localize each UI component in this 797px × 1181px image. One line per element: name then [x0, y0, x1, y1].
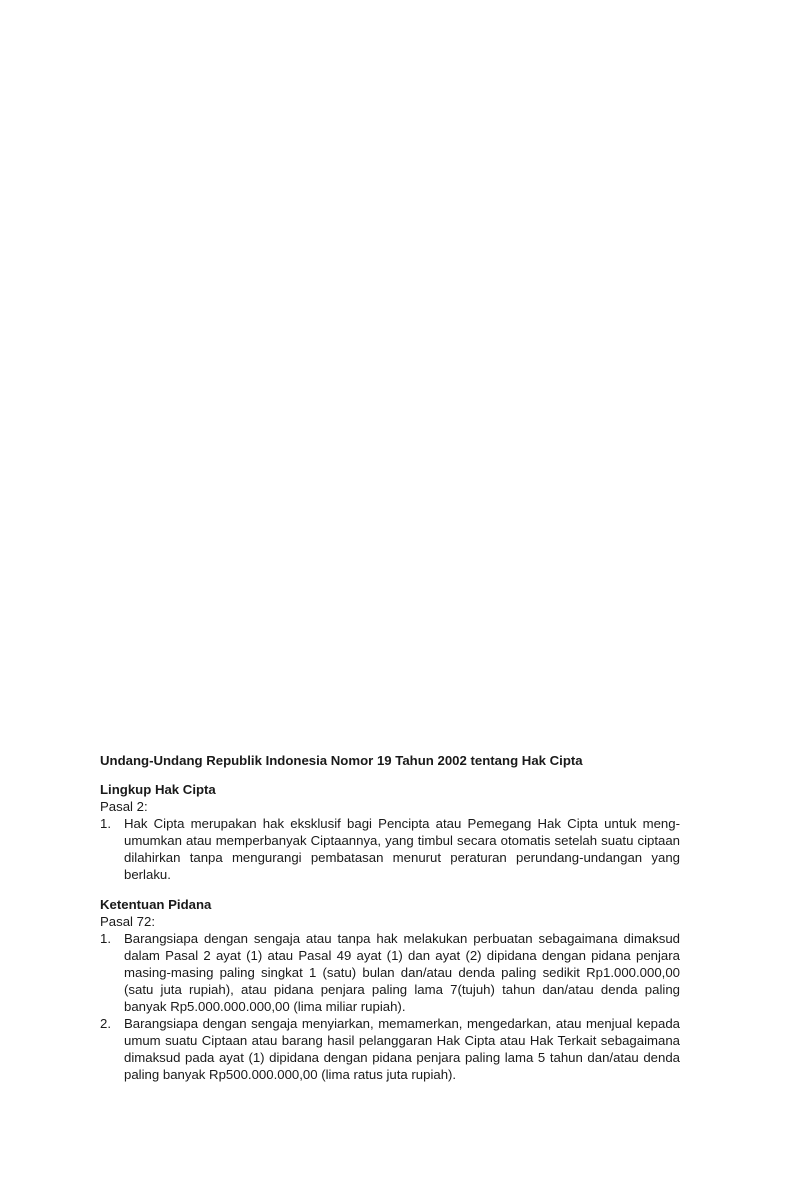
item-number: 1.: [100, 816, 111, 831]
article-items: [100, 930, 680, 1083]
item-number: 1.: [100, 931, 111, 946]
section-article-label: Pasal 2:: [100, 799, 148, 814]
list-item: [100, 1015, 680, 1083]
article-items: [100, 815, 680, 883]
item-text: Barangsiapa dengan sengaja atau tanpa hak melakukan perbuatan sebagaimana dimaksud dalam Pasal 2 ayat (1) atau Pasal 49 ayat (1) dan ayat (2) dipidana dengan pidana penjara masing-masing paling singkat 1 (satu) bulan dan/atau denda paling sedikit Rp1.000.000,00 (satu juta rupiah), atau pidana penjara paling lama 7(tujuh) tahun dan/atau denda paling banyak Rp5.000.000.000,00 (lima miliar rupiah).: [124, 931, 680, 1014]
copyright-notice: [100, 752, 680, 1096]
document-title: Undang-Undang Republik Indonesia Nomor 19 Tahun 2002 tentang Hak Cipta: [100, 753, 583, 768]
section-heading: Ketentuan Pidana: [100, 897, 212, 912]
item-text: Barangsiapa dengan sengaja menyiarkan, memamerkan, mengedarkan, atau menjual kepada umum suatu Ciptaan atau barang hasil pelanggaran Hak Cipta atau Hak Terkait sebagaimana dimaksud pada ayat (1) dipidana dengan pidana penjara paling lama 5 tahun dan/atau denda paling banyak Rp500.000.000,00 (lima ratus juta rupiah).: [124, 1016, 680, 1082]
section-lingkup-hak-cipta: [100, 781, 680, 883]
section-ketentuan-pidana: [100, 896, 680, 1083]
list-item: [100, 930, 680, 1015]
item-number: 2.: [100, 1016, 111, 1031]
section-article-label: Pasal 72:: [100, 914, 155, 929]
section-heading: Lingkup Hak Cipta: [100, 782, 216, 797]
item-text: Hak Cipta merupakan hak eksklusif bagi Pencipta atau Pemegang Hak Cipta untuk meng-umumkan atau memperbanyak Ciptaannya, yang timbul secara otomatis setelah suatu ciptaan dilahirkan tanpa mengurangi pembatasan menurut peraturan perundang-undangan yang berlaku.: [124, 816, 680, 882]
list-item: [100, 815, 680, 883]
